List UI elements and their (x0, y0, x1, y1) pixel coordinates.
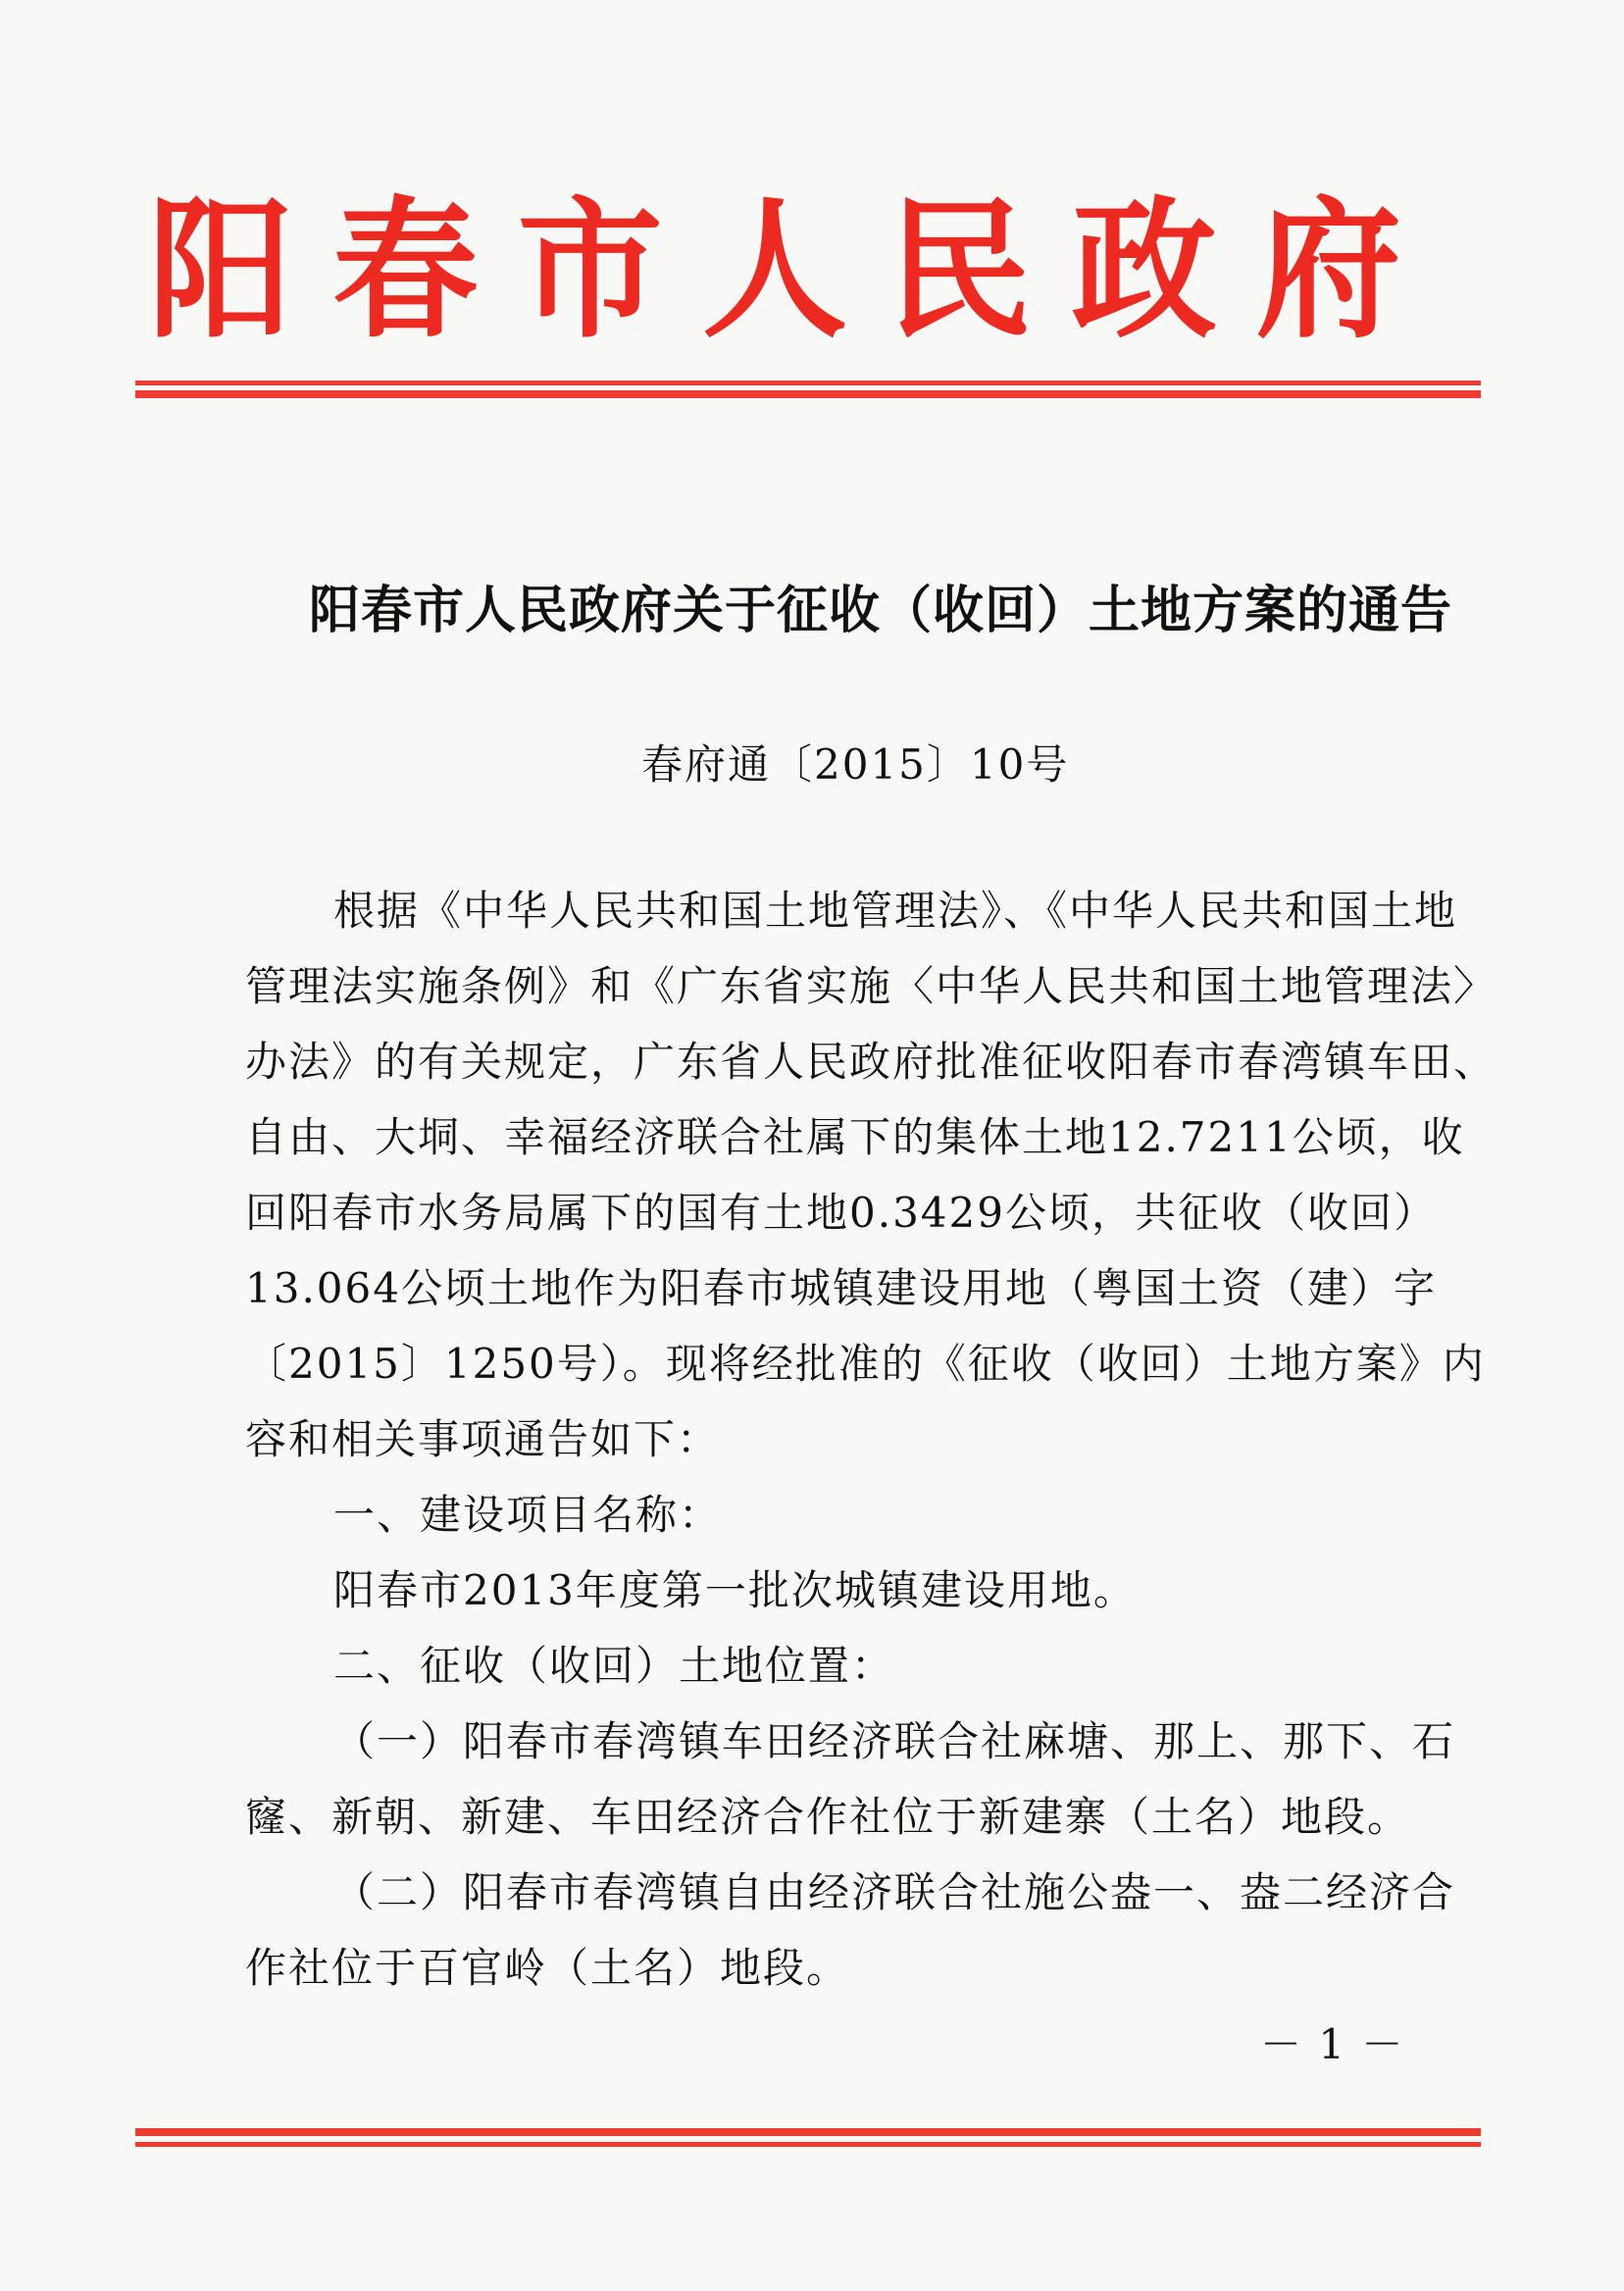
notice-title: 阳春市人民政府关于征收（收回）土地方案的通告 (309, 581, 1453, 640)
letterhead-character: 人 (701, 180, 847, 359)
body-line: 管理法实施条例》和《广东省实施〈中华人民共和国土地管理法〉 (245, 962, 1497, 1010)
body-line: 容和相关事项通告如下： (245, 1415, 721, 1463)
body-line: 〔2015〕1250号）。现将经批准的《征收（收回）土地方案》内 (245, 1340, 1486, 1388)
bottom-red-rule-thin (135, 2142, 1481, 2147)
body-line: 根据《中华人民共和国土地管理法》、《中华人民共和国土地 (333, 887, 1458, 935)
top-red-rule-thin (135, 381, 1481, 385)
page-number: － 1 － (1260, 2020, 1405, 2068)
body-line: 窿、新朝、新建、车田经济合作社位于新建寨（土名）地段。 (245, 1793, 1411, 1841)
body-line: 办法》的有关规定，广东省人民政府批准征收阳春市春湾镇车田、 (245, 1038, 1497, 1086)
body-line: （二）阳春市春湾镇自由经济联合社施公盎一、盎二经济合 (333, 1868, 1456, 1916)
government-letterhead-title (137, 173, 1412, 367)
document-number: 春府通〔2015〕10号 (641, 740, 1070, 789)
body-line: 作社位于百官岭（土名）地段。 (245, 1944, 850, 1992)
letterhead-character: 民 (887, 180, 1033, 359)
bottom-red-rule-thick (135, 2128, 1481, 2136)
letterhead-character: 春 (332, 180, 479, 359)
project-name: 阳春市2013年度第一批次城镇建设用地。 (333, 1566, 1137, 1614)
body-line: 自由、大垌、幸福经济联合社属下的集体土地12.7211公顷，收 (245, 1113, 1465, 1161)
top-red-rule-thick (135, 390, 1481, 398)
body-line: 回阳春市水务局属下的国有土地0.3429公顷，共征收（收回） (245, 1189, 1437, 1237)
section-heading-project-name: 一、建设项目名称： (333, 1491, 723, 1539)
body-line: 13.064公顷土地作为阳春市城镇建设用地（粤国土资（建）字 (245, 1264, 1437, 1312)
letterhead-character: 府 (1255, 180, 1401, 359)
letterhead-character: 市 (517, 180, 663, 359)
section-heading-land-location: 二、征收（收回）土地位置： (333, 1642, 895, 1690)
body-line: （一）阳春市春湾镇车田经济联合社麻塘、那上、那下、石 (333, 1717, 1456, 1765)
letterhead-character: 政 (1071, 180, 1217, 359)
letterhead-character: 阳 (148, 180, 293, 359)
